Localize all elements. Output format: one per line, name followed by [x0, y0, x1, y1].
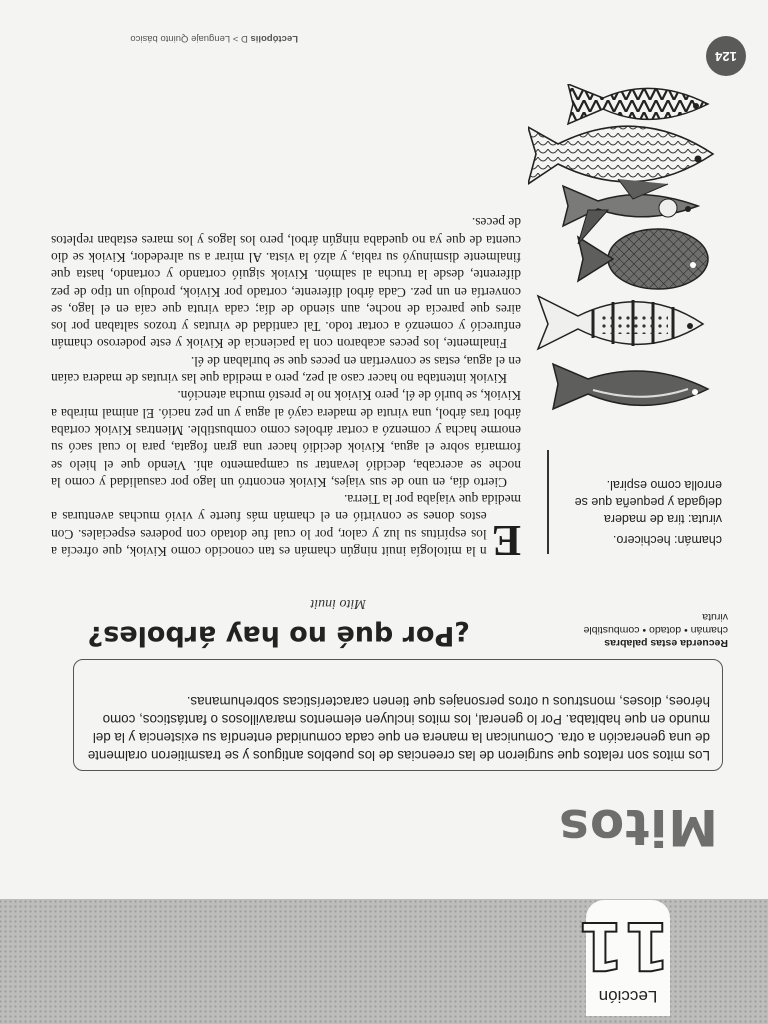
glossary-box: [547, 450, 730, 554]
footer-brand: Lectópolis: [250, 33, 298, 44]
fish-icon: [553, 364, 708, 409]
footer: [130, 33, 298, 44]
fish-icon: [538, 296, 703, 349]
page-title: Mitos: [558, 798, 718, 856]
footer-label: D > Lenguaje Quinto básico: [130, 33, 248, 44]
story-paragraph: Finalmente, los peces acabaron con la paciencia de Kiviok y este poderoso chamán enfureció y comenzó a cortar todo. Tal cantidad de virutas y trozos saltaban por los aires que parecía de noche, aun siendo de día; cada viruta que caía en el lago, se convertía en un pez. Cada árbol diferente, cortado por Kiviok, produjo un tipo de pez diferente, desde la trucha al salmón. Kiviok siguió cortando y cortando, hasta que finalmente disminuyó su rabia, y alzó la vista. Al mirar a su alrededor, Kiviok se dio cuenta de que ya no quedaba ningún árbol, pero los lagos y los mares estaban repletos de peces.: [51, 215, 521, 352]
story-paragraph: Kiviok intentaba no hacer caso al pez, pero a medida que las virutas de madera caían en el agua, estas se convertían en peces que se burlaban de él.: [51, 353, 521, 387]
fish-icon: [578, 229, 708, 289]
vocabulary-words: chamán • dotado • combustible: [583, 624, 728, 636]
vocabulary-heading: Recuerda estas palabras: [604, 637, 728, 649]
story-subtitle: Mito inuit: [310, 596, 366, 611]
vocabulary-box: [548, 610, 728, 649]
fish-icon: [528, 126, 713, 199]
story-title: ¿Por qué no hay árboles?: [87, 620, 470, 651]
fish-icon: [568, 84, 708, 124]
fish-illustration: [528, 84, 728, 414]
lesson-number: 11: [578, 907, 670, 984]
story-paragraph: Cierto día, en uno de sus viajes, Kiviok encontró un lago por casualidad y como la noche se acercaba, decidió levantar su campamento ahí. Viendo que el hielo se formaría sobre el agua, Kiviok decidió hacer una gran fogata, para lo cual sacó su enorme hacha y comenzó a cortar árboles como combustible. Mientras Kiviok cortaba árbol tras árbol, una viruta de madera cayó al agua y un pez nació. El animal miraba a Kiviok, se burló de él, pero Kiviok no le prestó mucha atención.: [51, 388, 521, 490]
intro-box: Los mitos son relatos que surgieron de las creencias de los pueblos antiguos y se trasmitieron oralmente de una generación a otra. Comunican la manera en que cada comunidad entendía su existencia y la del mundo en que habitaba. Por lo general, los mitos incluyen elementos maravillosos o fantásticos, como héroes, dioses, monstruos u otros personajes que tienen características sobrehumanas.: [73, 659, 723, 771]
glossary-item: chamán: hechicero.: [612, 533, 722, 547]
drop-cap: E: [491, 516, 521, 565]
glossary-item: viruta: tira de madera delgada y pequeña que se enrolla como espiral.: [574, 478, 722, 526]
lesson-label: Lección: [598, 987, 658, 1006]
story-paragraph-text: n la mitología inuit ningún chamán es tan conocido como Kiviok, que ofrecía a los espíritus su luz y calor, por lo cual fue dotado con poderes especiales. Con estos dones se convirtió en el chamán más fuerte y vivió muchas aventuras a medida que viajaba por la Tierra.: [51, 492, 521, 559]
lesson-tab: [578, 900, 670, 1016]
vocabulary-words-2: viruta: [702, 611, 728, 623]
story-paragraph: [51, 491, 521, 565]
story-body: [51, 214, 521, 565]
page-number-badge: 124: [706, 36, 746, 76]
